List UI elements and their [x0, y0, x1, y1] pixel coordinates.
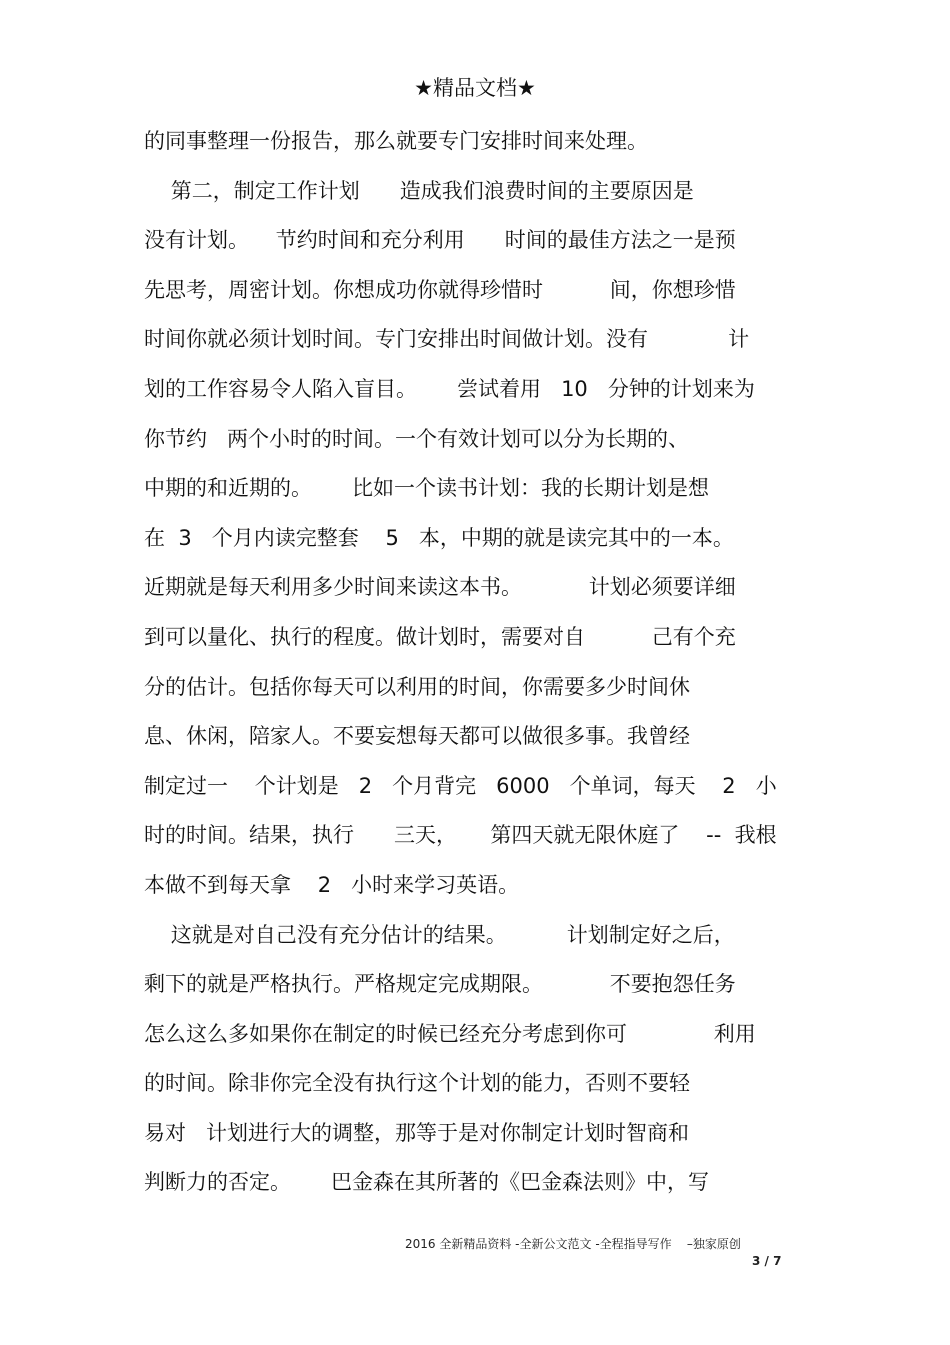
footer-note: 2016 全新精品资料 -全新公文范文 -全程指导写作 –独家原创: [405, 1237, 741, 1251]
body-line: 的同事整理一份报告，那么就要专门安排时间来处理。: [144, 129, 648, 153]
body-line: 没有计划。 节约时间和充分利用 时间的最佳方法之一是预: [144, 228, 736, 253]
body-line: 剩下的就是严格执行。严格规定完成期限。 不要抱怨任务: [144, 972, 736, 997]
body-line: 制定过一 个计划是 2 个月背完 6000 个单词，每天 2 小: [144, 773, 777, 798]
body-line: 你节约 两个小时的时间。一个有效计划可以分为长期的、: [144, 426, 690, 451]
body-line: 的时间。除非你完全没有执行这个计划的能力，否则不要轻: [144, 1071, 690, 1096]
body-line: 分的估计。包括你每天可以利用的时间，你需要多少时间休: [144, 674, 690, 699]
body-line: 近期就是每天利用多少时间来读这本书。 计划必须要详细: [144, 575, 736, 600]
document-body: [144, 123, 824, 1214]
body-line: 易对 计划进行大的调整，那等于是对你制定计划时智商和: [144, 1120, 690, 1145]
body-line: 第二，制定工作计划 造成我们浪费时间的主要原因是: [144, 178, 694, 203]
body-line: 到可以量化、执行的程度。做计划时，需要对自 己有个充: [144, 624, 736, 649]
body-line: 怎么这么多如果你在制定的时候已经充分考虑到你可 利用: [144, 1021, 756, 1046]
body-line: 划的工作容易令人陷入盲目。 尝试着用 10 分钟的计划来为: [144, 376, 755, 401]
body-line: 先思考，周密计划。你想成功你就得珍惜时 间，你想珍惜: [144, 277, 736, 302]
body-line: 判断力的否定。 巴金森在其所著的《巴金森法则》中，写: [144, 1170, 710, 1195]
body-line: 息、休闲，陪家人。不要妄想每天都可以做很多事。我曾经: [144, 724, 690, 749]
body-line: 时的时间。结果，执行 三天， 第四天就无限休庭了 -- 我根: [144, 823, 777, 848]
body-line: 中期的和近期的。 比如一个读书计划：我的长期计划是想: [144, 476, 710, 501]
page-header-title: ★精品文档★: [414, 76, 536, 100]
body-line: 这就是对自己没有充分估计的结果。 计划制定好之后，: [144, 922, 735, 947]
body-line: 在 3 个月内读完整套 5 本，中期的就是读完其中的一本。: [144, 525, 734, 550]
page-number: 3 / 7: [752, 1254, 782, 1268]
body-line: 时间你就必须计划时间。专门安排出时间做计划。没有 计: [144, 327, 750, 352]
body-line: 本做不到每天拿 2 小时来学习英语。: [144, 872, 520, 897]
